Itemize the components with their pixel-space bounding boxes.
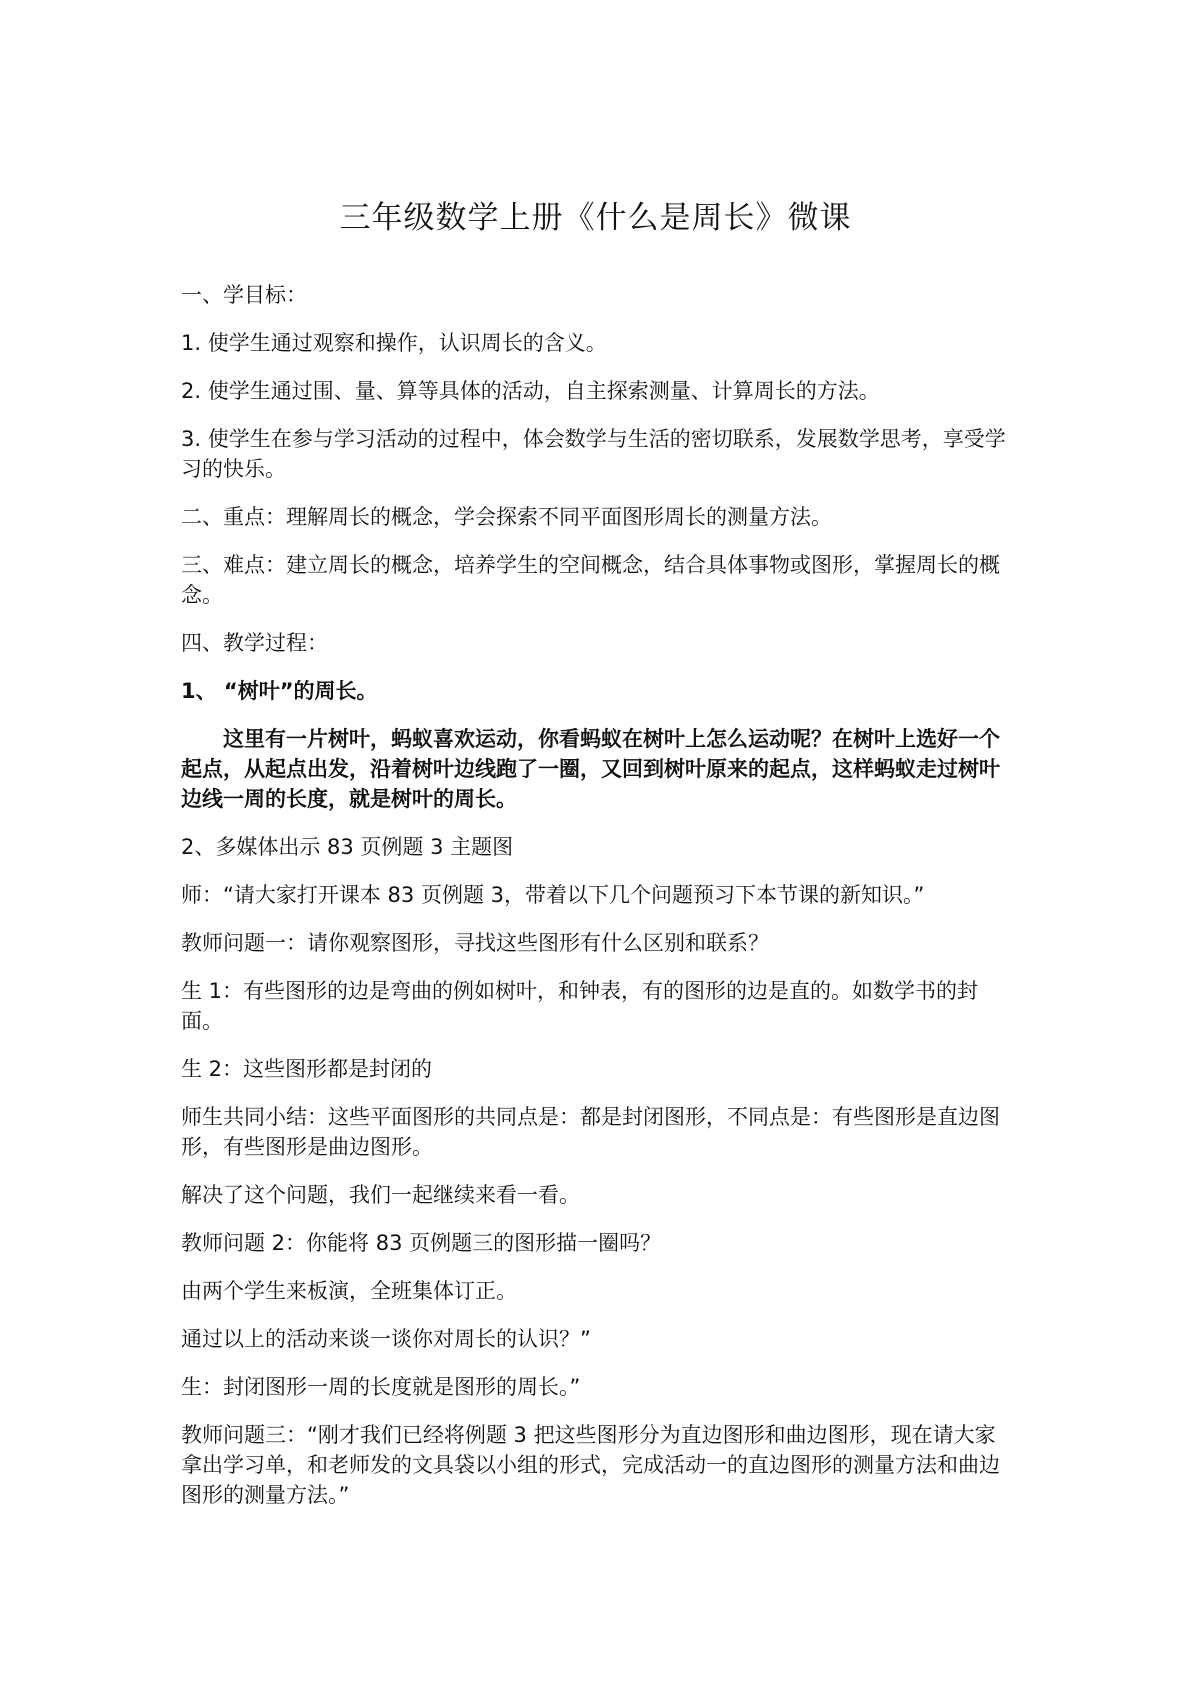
paragraph: 解决了这个问题，我们一起继续来看一看。 <box>181 1183 580 1207</box>
paragraph: 教师问题 2：你能将 83 页例题三的图形描一圈吗？ <box>181 1231 662 1255</box>
document-body <box>181 280 1011 1528</box>
paragraph: 生 1：有些图形的边是弯曲的例如树叶，和钟表，有的图形的边是直的。如数学书的封面。 <box>181 979 979 1033</box>
paragraph: 师：“请大家打开课本 83 页例题 3，带着以下几个问题预习下本节课的新知识。” <box>181 883 925 907</box>
paragraph: 1. 使学生通过观察和操作，认识周长的含义。 <box>181 331 607 355</box>
paragraph: 二、重点：理解周长的概念，学会探索不同平面图形周长的测量方法。 <box>181 505 832 529</box>
paragraph: 四、教学过程： <box>181 631 328 655</box>
paragraph: 教师问题一：请你观察图形，寻找这些图形有什么区别和联系？ <box>181 931 769 955</box>
paragraph: 通过以上的活动来谈一谈你对周长的认识？” <box>181 1327 591 1351</box>
paragraph: 生：封闭图形一周的长度就是图形的周长。” <box>181 1375 581 1399</box>
paragraph: 2、多媒体出示 83 页例题 3 主题图 <box>181 835 514 859</box>
section-heading: 1、 “树叶”的周长。 <box>181 679 378 703</box>
paragraph: 3. 使学生在参与学习活动的过程中，体会数学与生活的密切联系，发展数学思考，享受学习的快乐。 <box>181 427 1006 481</box>
paragraph: 生 2：这些图形都是封闭的 <box>181 1057 433 1081</box>
paragraph: 由两个学生来板演，全班集体订正。 <box>181 1279 517 1303</box>
paragraph-bold: 这里有一片树叶，蚂蚁喜欢运动，你看蚂蚁在树叶上怎么运动呢？在树叶上选好一个起点，从起点出发，沿着树叶边线跑了一圈，又回到树叶原来的起点，这样蚂蚁走过树叶边线一周的长度，就是树叶的周长。 <box>181 727 1000 811</box>
document-title: 三年级数学上册《什么是周长》微课 <box>339 200 852 236</box>
paragraph: 2. 使学生通过围、量、算等具体的活动，自主探索测量、计算周长的方法。 <box>181 379 880 403</box>
paragraph: 一、学目标： <box>181 283 307 307</box>
paragraph: 师生共同小结：这些平面图形的共同点是：都是封闭图形，不同点是：有些图形是直边图形，有些图形是曲边图形。 <box>181 1105 1000 1159</box>
paragraph: 教师问题三：“刚才我们已经将例题 3 把这些图形分为直边图形和曲边图形，现在请大家拿出学习单，和老师发的文具袋以小组的形式，完成活动一的直边图形的测量方法和曲边图形的测量方法。” <box>181 1423 1000 1507</box>
paragraph: 三、难点：建立周长的概念，培养学生的空间概念，结合具体事物或图形，掌握周长的概念。 <box>181 553 1000 607</box>
